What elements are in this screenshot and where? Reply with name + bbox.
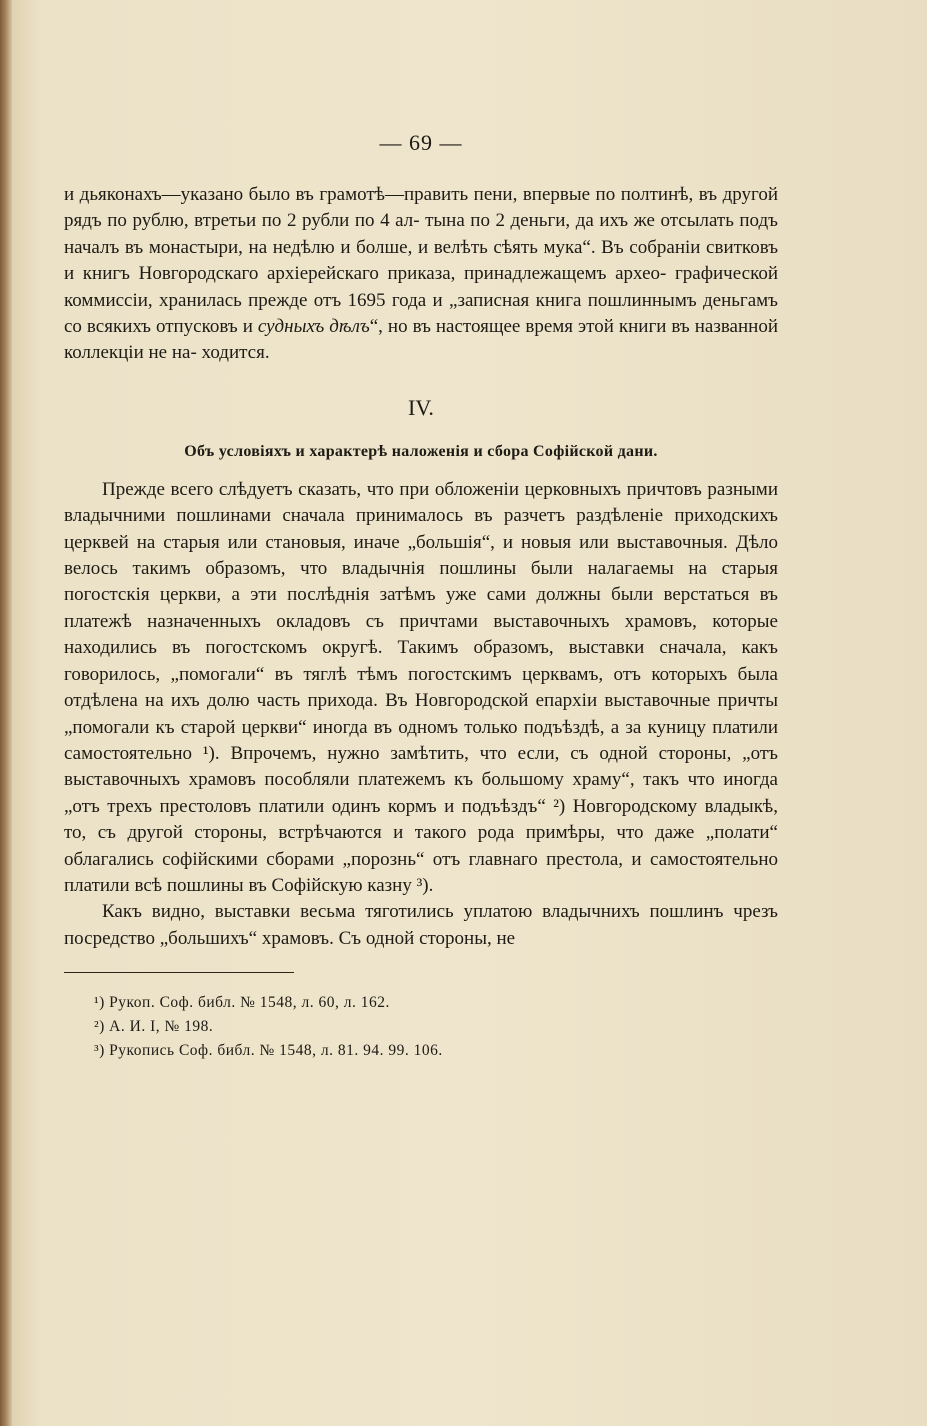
text-line: тына по 2 деньги, да ихъ же отсылать подъ началъ въ монастыри, xyxy=(64,210,779,258)
document-page xyxy=(64,120,778,1063)
italic-term: судныхъ дѣлъ xyxy=(257,316,370,338)
paragraph-last: Какъ видно, выставки весьма тяготились уплатою владычнихъ пошлинъ чрезъ посредство „большихъ“ храмовъ. Съ одной стороны, не xyxy=(64,901,778,949)
text-line: полтинѣ, въ другой рядъ по рублю, втретьи по 2 рубли по 4 ал- xyxy=(64,184,778,232)
section-number: IV. xyxy=(408,394,434,420)
text-fragment: “, xyxy=(369,316,383,338)
text-line: и дьяконахъ—указано было въ грамотѣ—править пени, впервые по xyxy=(64,184,616,205)
paragraph-main: Прежде всего слѣдуетъ сказать, что при обложеніи церковныхъ причтовъ разными владычними пошлинами сначала принималось въ разчетъ раздѣленіе приходскихъ церквей на старыя или становыя, иначе „большія“, и новыя или выставочныя. Дѣло велось такимъ образомъ, что владычнія пошлины были налагаемы на старыя погостскія церкви, а эти послѣднія затѣмъ уже сами должны были верстаться въ платежѣ назначенныхъ окладовъ съ причтами выставочныхъ храмовъ, которые находились въ погостскомъ округѣ. Такимъ образомъ, выставки сначала, какъ говорилось, „помогали“ въ тяглѣ тѣмъ погостскимъ церквамъ, отъ которыхъ была отдѣлена на ихъ долю часть прихода. Въ Новгородской епархіи выставочные причты „помогали къ старой церкви“ иногда въ одномъ только подъѣздѣ, а за куницу платили самостоятельно ¹). Впрочемъ, нужно замѣтить, что если, съ одной стороны, „отъ выставочныхъ храмовъ пособляли платежемъ къ большому храму“, такъ что иногда „отъ трехъ престоловъ платили одинъ кормъ и подъѣздъ“ ²) Новгородскому владыкѣ, то, съ другой стороны, встрѣчаются и такого рода примѣры, что даже „полати“ облагались софійскими сборами „порознь“ отъ главнаго престола, и самостоятельно платили всѣ пошлины въ Софійскую казну ³). xyxy=(64,478,778,896)
text-line: ходится. xyxy=(201,342,270,364)
footnote-1: ¹) Рукоп. Соф. библ. № 1548, л. 60, л. 162. xyxy=(94,994,390,1012)
text-line: на недѣлю и болше, и велѣть сѣять мука“. Въ собраніи свитковъ и xyxy=(64,236,779,285)
footnote-3: ³) Рукопись Соф. библ. № 1548, л. 81. 94. 99. 106. xyxy=(94,1042,443,1060)
book-spine-edge xyxy=(0,0,12,1426)
text-line: книгъ Новгородскаго архіерейскаго приказа, принадлежащемъ архео- xyxy=(82,263,667,285)
section-title: Объ условіяхъ и характерѣ наложенія и сбора Софійской дани. xyxy=(184,442,658,460)
paragraph-continued xyxy=(64,182,778,367)
text-line: книга пошлиннымъ деньгамъ со всякихъ отпусковъ и xyxy=(64,289,779,338)
page-number: — 69 — xyxy=(379,130,463,155)
footnote-2: ²) А. И. I, № 198. xyxy=(94,1018,214,1036)
footnote-divider xyxy=(64,972,294,973)
text-line: но въ настоящее время этой книги въ названной коллекціи не на- xyxy=(64,316,778,364)
text-line: графической коммиссіи, хранилась прежде отъ 1695 года и „записная xyxy=(64,263,779,311)
